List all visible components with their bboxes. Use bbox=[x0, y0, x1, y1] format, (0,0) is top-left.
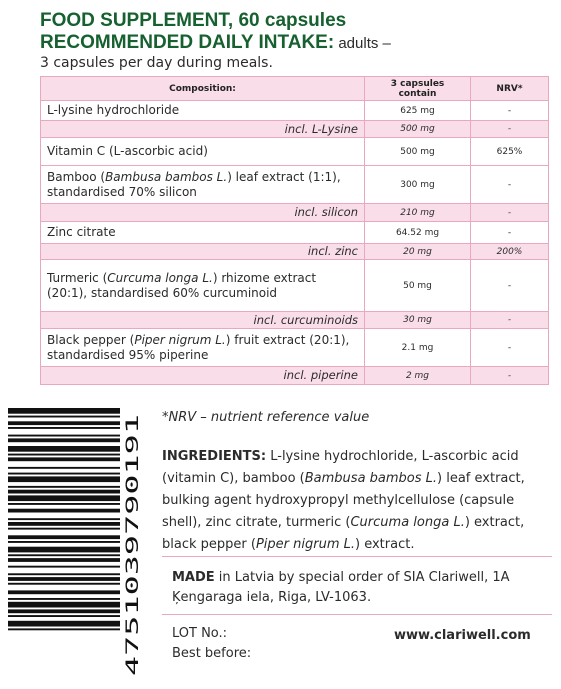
barcode-bar bbox=[8, 528, 120, 530]
row-name: incl. zinc bbox=[41, 244, 365, 260]
table-header-row bbox=[41, 77, 549, 101]
barcode-bar bbox=[8, 518, 120, 520]
row-name: Vitamin C (L-ascorbic acid) bbox=[41, 138, 365, 166]
composition-table bbox=[40, 76, 549, 385]
row-value: 50 mg bbox=[365, 260, 471, 312]
barcode-bar bbox=[8, 554, 120, 556]
barcode-bar bbox=[8, 583, 120, 585]
barcode-bar bbox=[8, 509, 120, 513]
daily-intake-dosage: 3 capsules per day during meals. bbox=[40, 55, 273, 71]
row-nrv: 625% bbox=[471, 138, 549, 166]
row-value: 2 mg bbox=[365, 367, 471, 385]
table-row bbox=[41, 260, 549, 312]
row-name: incl. piperine bbox=[41, 367, 365, 385]
row-value: 300 mg bbox=[365, 166, 471, 204]
row-nrv: - bbox=[471, 367, 549, 385]
row-nrv: - bbox=[471, 204, 549, 222]
lot-info bbox=[172, 624, 251, 664]
row-value: 64.52 mg bbox=[365, 222, 471, 244]
row-name: incl. curcuminoids bbox=[41, 312, 365, 329]
barcode-bar bbox=[8, 421, 120, 425]
barcode-bar bbox=[8, 438, 120, 442]
barcode-bar bbox=[8, 503, 120, 505]
barcode-bar bbox=[8, 541, 120, 543]
barcode bbox=[8, 408, 142, 678]
row-nrv: - bbox=[471, 312, 549, 329]
barcode-bar bbox=[8, 566, 120, 568]
barcode-bar bbox=[8, 602, 120, 608]
row-value: 500 mg bbox=[365, 138, 471, 166]
table-row bbox=[41, 222, 549, 244]
row-name: Zinc citrate bbox=[41, 222, 365, 244]
barcode-digits: 4751039790191 bbox=[123, 542, 142, 676]
barcode-bar bbox=[8, 621, 120, 627]
row-value: 20 mg bbox=[365, 244, 471, 260]
nrv-footnote: *NRV – nutrient reference value bbox=[162, 410, 370, 425]
row-name: Black pepper (Piper nigrum L.) fruit extract (20:1), standardised 95% piperine bbox=[41, 329, 365, 367]
row-nrv: - bbox=[471, 166, 549, 204]
barcode-bar bbox=[8, 558, 120, 562]
lot-label: LOT No.: bbox=[172, 626, 228, 641]
barcode-bar bbox=[8, 408, 120, 414]
daily-intake-audience: adults – bbox=[334, 35, 391, 52]
best-before-label: Best before: bbox=[172, 646, 252, 661]
table-row bbox=[41, 138, 549, 166]
divider bbox=[162, 614, 552, 615]
row-name: incl. L-Lysine bbox=[41, 121, 365, 138]
barcode-bar bbox=[8, 473, 120, 475]
table-row bbox=[41, 244, 549, 260]
barcode-bar bbox=[8, 628, 120, 630]
barcode-bar bbox=[8, 416, 120, 418]
row-value: 625 mg bbox=[365, 101, 471, 121]
table-row bbox=[41, 312, 549, 329]
divider bbox=[162, 556, 552, 557]
barcode-bar bbox=[8, 598, 120, 600]
row-nrv: - bbox=[471, 121, 549, 138]
website-link[interactable]: www.clariwell.com bbox=[394, 628, 531, 643]
barcode-bar bbox=[8, 590, 120, 594]
barcode-bar bbox=[8, 547, 120, 553]
row-value: 2.1 mg bbox=[365, 329, 471, 367]
daily-intake-label: RECOMMENDED DAILY INTAKE: bbox=[40, 32, 335, 53]
row-value: 500 mg bbox=[365, 121, 471, 138]
table-row bbox=[41, 367, 549, 385]
barcode-graphic bbox=[8, 408, 142, 678]
barcode-bar bbox=[8, 573, 120, 575]
ingredients-block: INGREDIENTS: L-lysine hydrochloride, L-ascorbic acid (vitamin C), bamboo (Bambusa bambos L.) leaf extract, bulking agent hydroxypropyl methylcellulose (capsule shell), zinc citrate, turmeric (Curcuma longa L.) extract, black pepper (Piper nigrum L.) extract. bbox=[162, 449, 525, 552]
barcode-bar bbox=[8, 446, 120, 452]
row-nrv: - bbox=[471, 260, 549, 312]
header-composition: Composition: bbox=[41, 77, 365, 101]
header-amount: 3 capsules contain bbox=[365, 77, 471, 101]
table-row bbox=[41, 101, 549, 121]
made-label: MADE bbox=[172, 570, 215, 585]
row-nrv: 200% bbox=[471, 244, 549, 260]
row-value: 210 mg bbox=[365, 204, 471, 222]
barcode-bar bbox=[8, 490, 120, 494]
barcode-bar bbox=[8, 435, 120, 437]
table-row bbox=[41, 166, 549, 204]
row-name: Turmeric (Curcuma longa L.) rhizome extract (20:1), standardised 60% curcuminoid bbox=[41, 260, 365, 312]
manufacturer-info: MADE in Latvia by special order of SIA Clariwell, 1A Ķengaraga iela, Riga, LV-1063. bbox=[172, 570, 510, 605]
row-nrv: - bbox=[471, 222, 549, 244]
table-row bbox=[41, 204, 549, 222]
row-nrv: - bbox=[471, 101, 549, 121]
product-title: FOOD SUPPLEMENT, 60 capsules bbox=[40, 10, 347, 31]
barcode-bar bbox=[8, 615, 120, 617]
table-row bbox=[41, 121, 549, 138]
row-nrv: - bbox=[471, 329, 549, 367]
barcode-bar bbox=[8, 467, 120, 469]
row-name: incl. silicon bbox=[41, 204, 365, 222]
barcode-bar bbox=[8, 454, 120, 456]
barcode-bar bbox=[8, 522, 120, 526]
barcode-bar bbox=[8, 457, 120, 461]
barcode-bar bbox=[8, 486, 120, 488]
table-row bbox=[41, 329, 549, 367]
barcode-bar bbox=[8, 535, 120, 539]
header-nrv: NRV* bbox=[471, 77, 549, 101]
header bbox=[40, 10, 555, 71]
barcode-bar bbox=[8, 495, 120, 501]
row-name: L-lysine hydrochloride bbox=[41, 101, 365, 121]
barcode-bar bbox=[8, 609, 120, 613]
daily-intake-heading bbox=[40, 32, 555, 55]
row-value: 30 mg bbox=[365, 312, 471, 329]
barcode-bar bbox=[8, 427, 120, 429]
ingredients-label: INGREDIENTS: bbox=[162, 449, 267, 464]
row-name: Bamboo (Bambusa bambos L.) leaf extract (1:1), standardised 70% silicon bbox=[41, 166, 365, 204]
barcode-bar bbox=[8, 577, 120, 581]
barcode-bar bbox=[8, 476, 120, 482]
